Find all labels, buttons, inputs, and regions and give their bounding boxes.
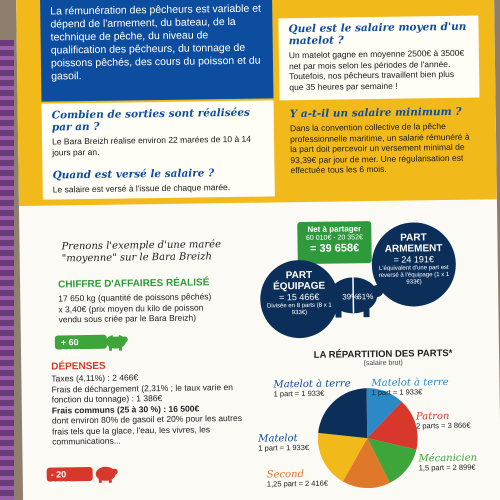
intro-text: La rémunération des pêcheurs est variable et dépend de l'armement, du bateau, de la technique de pêche, du niveau de qualification des pêcheurs, du tonnage de poissons pêchés, des cours du poisson et du gasoil.	[50, 2, 262, 83]
depense-taxes: Taxes (4,11%) : 2 466€	[51, 372, 139, 384]
label-role: Matelot à terre	[371, 376, 449, 390]
armement-note: L'équivalent d'une part est reversé à l'équipage (1 x 1 933€)	[378, 264, 450, 286]
question-salaire-minimum: Y a-t-il un salaire minimum ?	[289, 105, 462, 121]
repartition-title: LA RÉPARTITION DES PARTS*	[313, 347, 453, 361]
intro-box	[40, 0, 273, 102]
question-salaire-moyen: Quel est le salaire moyen d'un matelot ?	[288, 20, 467, 48]
notebook-binding	[0, 40, 14, 500]
label-matelot-terre-left	[273, 379, 350, 398]
repartition-pie	[311, 382, 423, 494]
leaflet-page	[16, 0, 500, 500]
label-matelot	[258, 434, 309, 453]
depenses-details	[51, 371, 242, 447]
label-role: Second	[266, 469, 305, 481]
question-quand: Quand est versé le salaire ?	[52, 167, 215, 182]
salaire-moyen-box	[278, 16, 479, 101]
piggy-bank-icon	[93, 462, 119, 484]
example-title: Prenons l'exemple d'une marée "moyenne" sur le Bara Breizh	[61, 239, 222, 265]
label-detail: 2 parts = 3 866€	[416, 420, 471, 431]
answer-salaire-moyen: Un matelot gagne en moyenne 2500€ à 3500€ net par mois selon les périodes de l'année. Toutefois, nos pêcheurs travaillent bien plus que 35 heures par semaine !	[288, 47, 465, 92]
label-patron	[416, 412, 471, 431]
label-matelot-terre-right	[371, 378, 448, 397]
equipage-note: Divisée en 8 parts (8 x 1 933€)	[266, 302, 332, 317]
equipage-title: PART ÉQUIPAGE	[273, 269, 326, 293]
net-a-partager-box	[297, 221, 372, 264]
net-calc: 60 010€ - 20 352€	[305, 234, 363, 242]
label-role: Matelot	[258, 433, 298, 445]
part-armement-circle	[371, 222, 456, 307]
label-role: Matelot à terre	[273, 378, 351, 391]
label-role: Mécanicien	[418, 452, 478, 465]
armement-title: PART ARMEMENT	[384, 232, 443, 255]
label-second	[267, 470, 328, 489]
net-label: Net à partager	[307, 224, 362, 234]
ca-total-badge: + 60 010€	[55, 335, 107, 350]
ca-line-1: 17 650 kg (quantité de poissons pêchés)	[58, 291, 212, 304]
pct-right: 61%	[357, 292, 374, 302]
depenses-total-badge: - 20 352€	[47, 467, 93, 482]
answer-sorties: Le Bara Breizh réalise environ 22 marées de 10 à 14 jours par an.	[51, 133, 252, 158]
label-detail: 1 part = 1 933€	[371, 387, 423, 398]
question-sorties: Combien de sorties sont réalisées par an ?	[51, 106, 250, 134]
ca-details	[58, 291, 228, 325]
piggy-bank-split-icon	[323, 271, 384, 320]
equipage-value: = 15 466€	[279, 291, 320, 303]
depense-frais-communs-detail: dont environ 80% de gasoil et 20% pour les autres frais tels que la glace, l'eau, les vivres, les communications...	[51, 412, 242, 447]
label-detail: 1,5 part = 2 899€	[418, 462, 476, 473]
label-role: Patron	[415, 410, 450, 423]
label-mecanicien	[418, 454, 477, 473]
depense-frais-communs: Frais communs (25 à 30 %) : 16 500€	[51, 402, 200, 416]
answer-quand: Le salaire est versé à l'issue de chaque marée.	[52, 182, 231, 195]
depenses-title: DÉPENSES	[51, 360, 106, 373]
label-detail: 1,25 part = 2 416€	[266, 478, 329, 489]
ca-title: CHIFFRE D'AFFAIRES RÉALISÉ	[57, 277, 210, 291]
pct-left: 39%	[342, 292, 359, 302]
repartition-subtitle: (salaire brut)	[363, 359, 403, 368]
answer-salaire-minimum: Dans la convention collective de la pêche professionnelle maritime, un salarié rémunéré à la part doit percevoir un versement minimal de 93,39€ par jour de mer. Une régularisation est effectuée tous les 6 mois.	[289, 121, 470, 176]
label-detail: 1 part = 1 933€	[273, 388, 325, 399]
sorties-box	[42, 100, 275, 199]
piggy-bank-icon	[103, 329, 129, 351]
ca-line-2: x 3,40€ (prix moyen du kilo de poisson vendu sous criée par le Bara Breizh)	[58, 301, 204, 325]
net-total: = 39 658€	[309, 242, 360, 255]
armement-value: = 24 191€	[393, 254, 434, 265]
label-detail: 1 part = 1 933€	[258, 442, 310, 453]
depense-dechargement: Frais de déchargement (2,31% ; le taux varie en fonction du tonnage) : 1 386€	[51, 381, 234, 405]
salaire-minimum-box	[280, 102, 481, 197]
